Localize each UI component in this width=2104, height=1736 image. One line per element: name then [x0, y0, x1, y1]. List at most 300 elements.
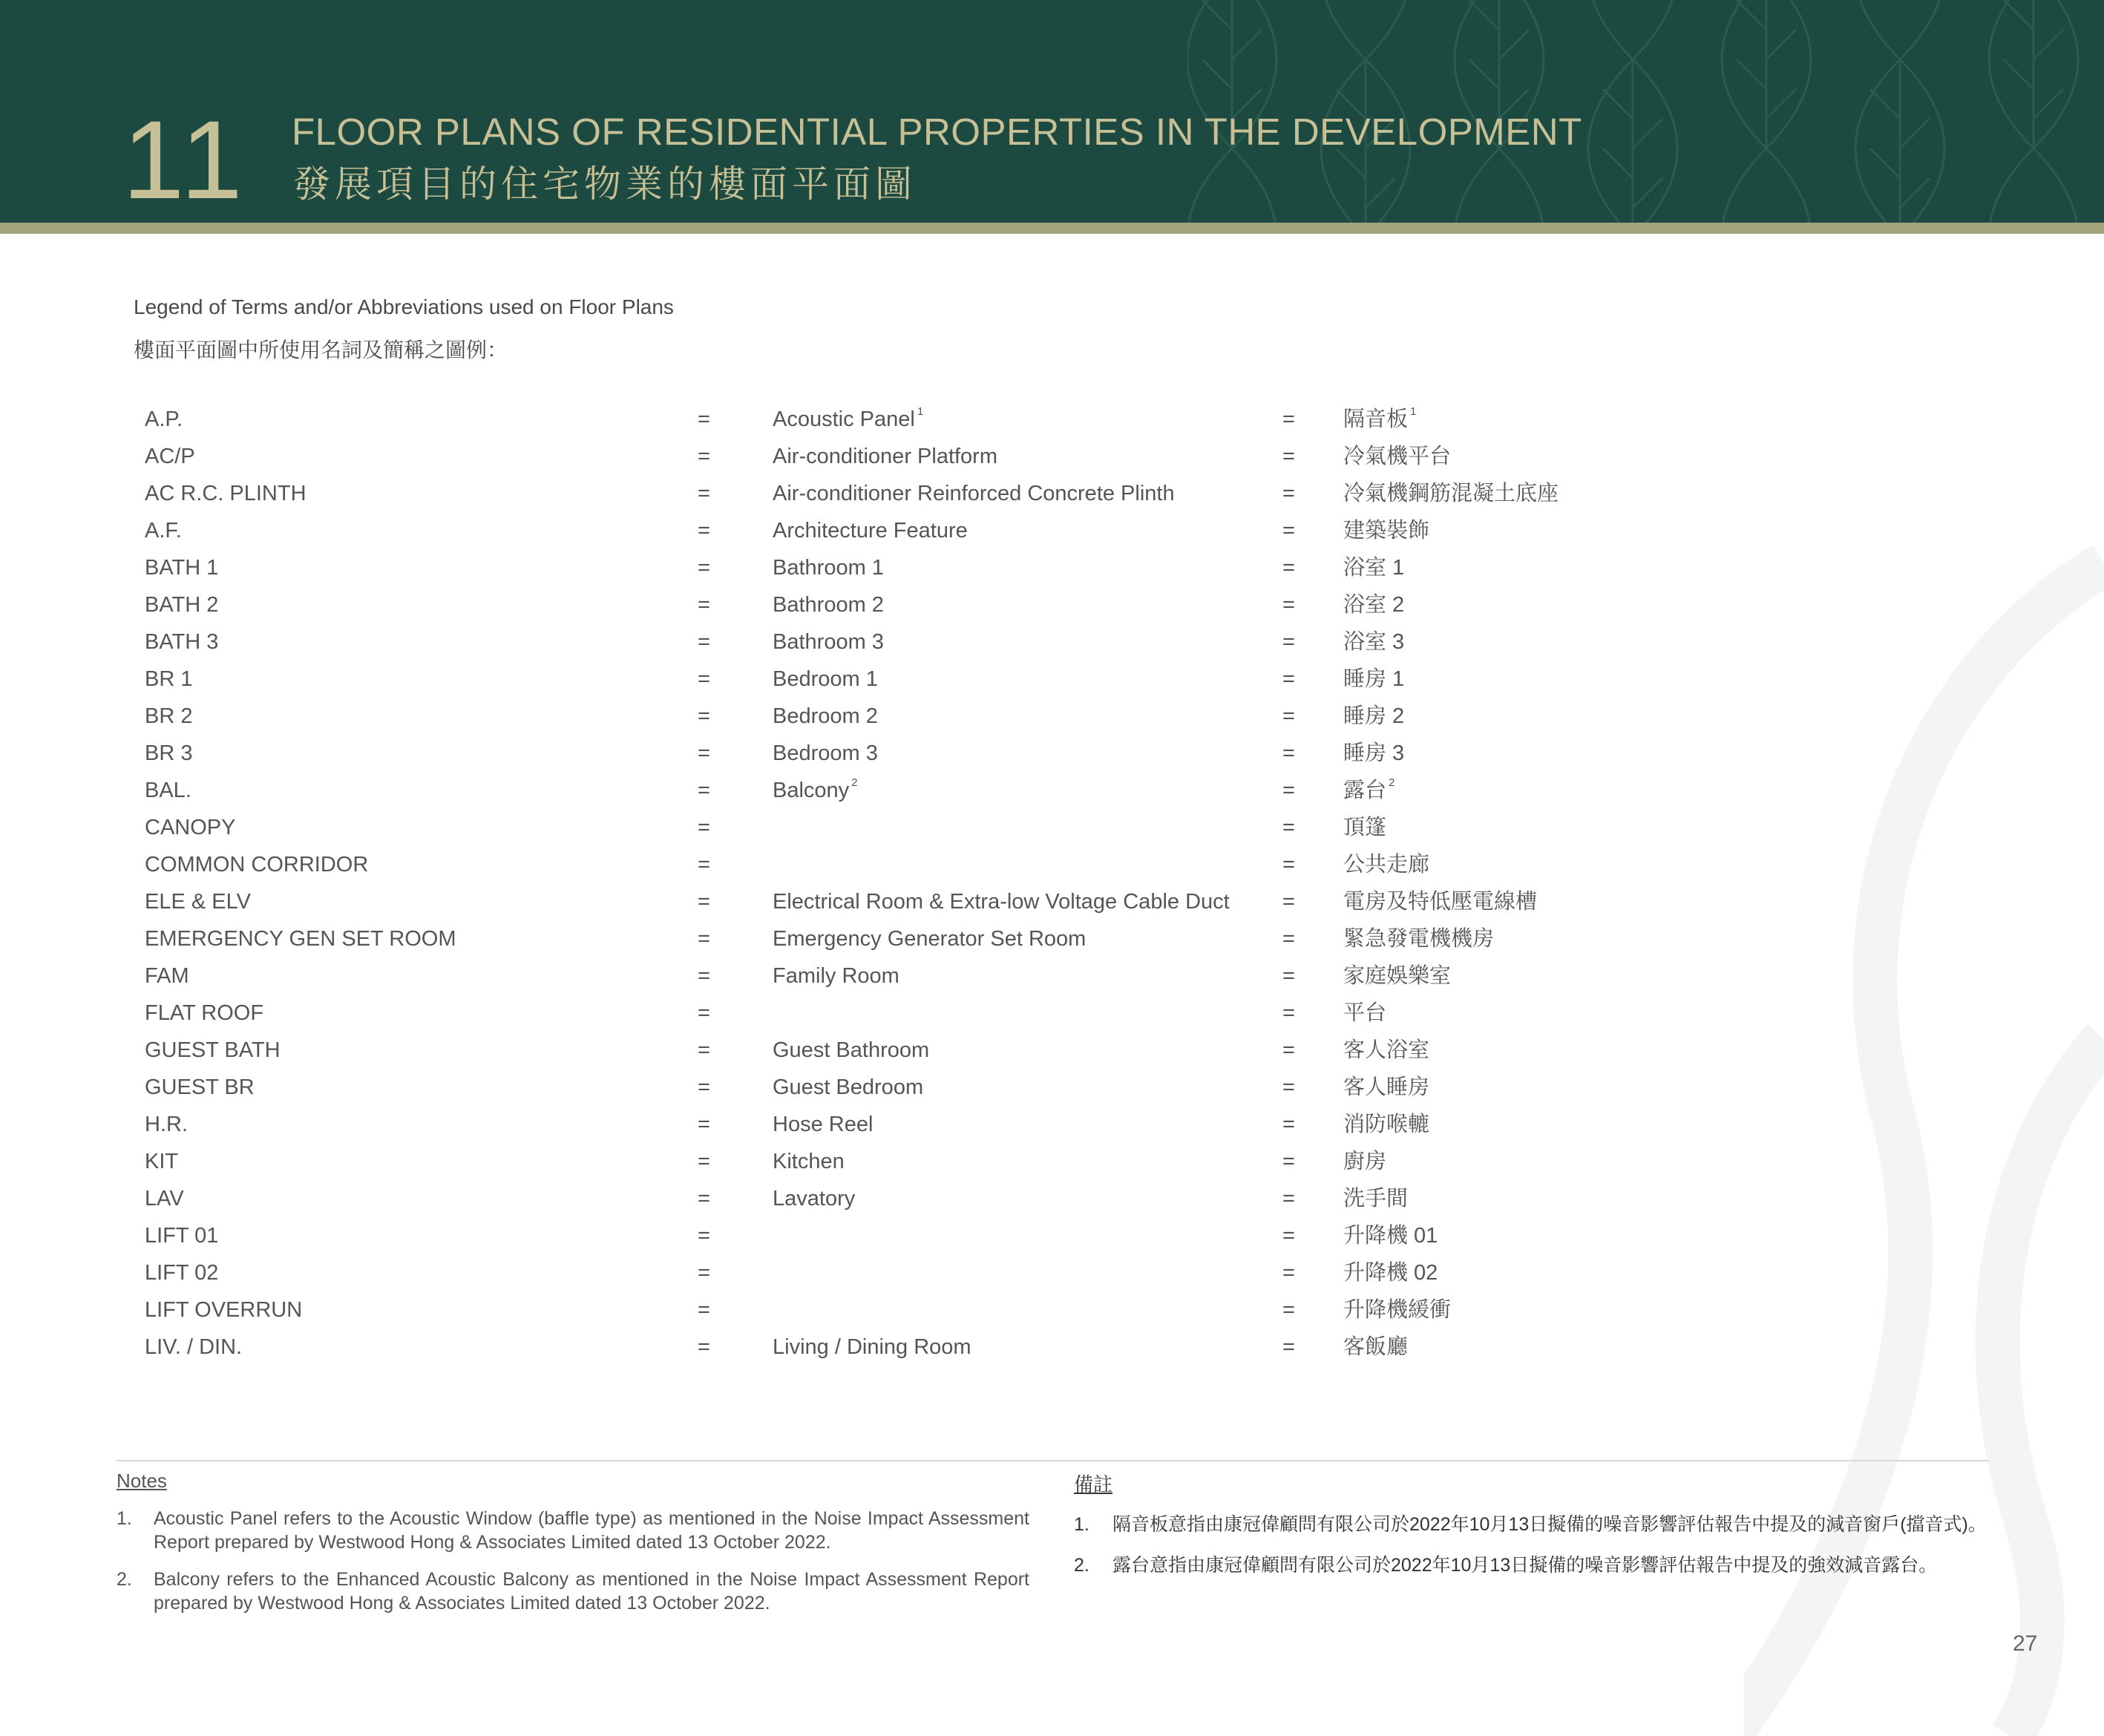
legend-term-zh-text: 客人浴室 [1343, 1038, 1430, 1062]
legend-term-zh [1343, 1254, 1438, 1291]
legend-abbreviation-text: BATH 3 [145, 630, 219, 654]
equals-sign-text: = [698, 779, 710, 802]
legend-term-en-text: Living / Dining Room [773, 1335, 971, 1359]
note-en-2 [117, 1568, 1029, 1615]
legend-term-zh-text: 緊急發電機機房 [1343, 927, 1495, 951]
legend-abbreviation [145, 661, 192, 698]
legend-abbreviation [145, 698, 192, 735]
legend-term-en [773, 623, 884, 661]
legend-term-en [773, 957, 899, 995]
legend-term-en-text: Guest Bathroom [773, 1038, 930, 1062]
legend-term-zh [1343, 735, 1404, 772]
equals-sign [698, 1329, 710, 1366]
legend-term-en-text: Bathroom 3 [773, 630, 884, 654]
equals-sign [698, 772, 710, 809]
equals-sign [698, 438, 710, 475]
legend-term-zh-text: 睡房 1 [1343, 667, 1405, 691]
legend-term-zh-text: 洗手間 [1343, 1187, 1409, 1211]
equals-sign-text: = [1282, 927, 1295, 951]
legend-term-zh [1343, 1032, 1429, 1069]
legend-row [0, 1254, 2104, 1291]
equals-sign [1282, 920, 1295, 957]
legend-row [0, 1069, 2104, 1106]
legend-row [0, 1106, 2104, 1143]
legend-term-zh-text: 建築裝飾 [1343, 519, 1430, 543]
equals-sign [1282, 735, 1295, 772]
legend-abbreviation-text: ELE & ELV [145, 890, 251, 914]
equals-sign-text: = [1282, 630, 1295, 654]
legend-term-en-text: Electrical Room & Extra-low Voltage Cable Duct [773, 890, 1230, 914]
legend-term-en [773, 1180, 855, 1217]
legend-term-en-text: Family Room [773, 964, 899, 988]
equals-sign [698, 661, 710, 698]
legend-term-zh-text: 升降機 02 [1343, 1261, 1438, 1285]
equals-sign-text: = [1282, 593, 1295, 617]
footnote-marker: 1 [917, 405, 924, 418]
legend-term-zh-text: 冷氣機鋼筋混凝土底座 [1343, 482, 1559, 505]
footnote-marker: 2 [851, 776, 858, 789]
equals-sign [1282, 809, 1295, 846]
equals-sign-text: = [1282, 1261, 1295, 1285]
equals-sign-text: = [698, 1150, 710, 1173]
equals-sign-text: = [698, 704, 710, 728]
legend-term-en-text: Kitchen [773, 1150, 845, 1173]
equals-sign-text: = [698, 407, 710, 431]
equals-sign [1282, 698, 1295, 735]
legend-row [0, 661, 2104, 698]
legend-abbreviation-text: AC R.C. PLINTH [145, 482, 307, 505]
legend-abbreviation-text: CANOPY [145, 816, 236, 839]
equals-sign-text: = [1282, 1001, 1295, 1025]
legend-abbreviation [145, 1329, 242, 1366]
legend-term-en-text: Bedroom 3 [773, 741, 878, 765]
legend-title-en: Legend of Terms and/or Abbreviations used on Floor Plans [134, 295, 674, 318]
legend-term-zh-text: 客飯廳 [1343, 1335, 1409, 1359]
equals-sign [698, 995, 710, 1032]
legend-term-zh-text: 客人睡房 [1343, 1075, 1430, 1099]
legend-abbreviation [145, 623, 218, 661]
legend-term-en [773, 661, 878, 698]
legend-term-zh [1343, 401, 1416, 438]
notes-heading-en: Notes [117, 1470, 167, 1492]
legend-abbreviation [145, 1032, 281, 1069]
equals-sign [698, 1032, 710, 1069]
legend-term-zh [1343, 846, 1429, 883]
equals-sign-text: = [1282, 519, 1295, 543]
equals-sign [698, 920, 710, 957]
equals-sign-text: = [698, 1224, 710, 1248]
equals-sign [698, 1143, 710, 1180]
legend-abbreviation [145, 809, 235, 846]
legend-term-en-text: Bedroom 2 [773, 704, 878, 728]
equals-sign [698, 475, 710, 512]
legend-term-en [773, 512, 968, 549]
legend-row [0, 623, 2104, 661]
legend-row [0, 1032, 2104, 1069]
equals-sign [1282, 846, 1295, 883]
legend-term-zh [1343, 623, 1404, 661]
legend-term-en [773, 1106, 873, 1143]
equals-sign [1282, 1217, 1295, 1254]
equals-sign-text: = [1282, 964, 1295, 988]
equals-sign-text: = [698, 1075, 710, 1099]
legend-term-zh [1343, 1217, 1438, 1254]
legend-abbreviation-text: COMMON CORRIDOR [145, 853, 369, 877]
equals-sign [698, 1106, 710, 1143]
equals-sign-text: = [1282, 667, 1295, 691]
legend-abbreviation [145, 401, 183, 438]
equals-sign [1282, 883, 1295, 920]
equals-sign [698, 401, 710, 438]
equals-sign [1282, 623, 1295, 661]
legend-abbreviation [145, 1106, 188, 1143]
equals-sign-text: = [698, 482, 710, 505]
legend-abbreviation [145, 995, 263, 1032]
equals-sign-text: = [698, 1298, 710, 1322]
legend-row [0, 772, 2104, 809]
equals-sign-text: = [698, 1113, 710, 1136]
legend-term-zh [1343, 698, 1404, 735]
legend-row [0, 586, 2104, 623]
equals-sign [698, 549, 710, 586]
equals-sign-text: = [698, 1001, 710, 1025]
legend-row [0, 846, 2104, 883]
legend-term-zh [1343, 661, 1404, 698]
legend-abbreviation-text: EMERGENCY GEN SET ROOM [145, 927, 456, 951]
equals-sign [1282, 957, 1295, 995]
legend-row [0, 1291, 2104, 1329]
legend-term-en-text: Acoustic Panel [773, 407, 915, 431]
legend-term-zh-text: 浴室 2 [1343, 593, 1405, 617]
legend-term-zh-text: 家庭娛樂室 [1343, 964, 1452, 988]
legend-term-en [773, 1032, 929, 1069]
legend-term-en [773, 920, 1086, 957]
legend-abbreviation [145, 549, 218, 586]
equals-sign-text: = [1282, 1224, 1295, 1248]
equals-sign-text: = [1282, 816, 1295, 839]
legend-term-zh-text: 浴室 1 [1343, 556, 1405, 580]
legend-row [0, 735, 2104, 772]
legend-term-zh [1343, 1180, 1408, 1217]
legend-row [0, 401, 2104, 438]
equals-sign [1282, 475, 1295, 512]
equals-sign [698, 809, 710, 846]
legend-term-zh [1343, 772, 1395, 809]
note-text: 露台意指由康冠偉顧問有限公司於2022年10月13日擬備的噪音影響評估報告中提及的強效減音露台。 [1112, 1555, 1938, 1576]
equals-sign [1282, 1032, 1295, 1069]
legend-abbreviation-text: LAV [145, 1187, 184, 1211]
legend-abbreviation [145, 586, 218, 623]
legend-term-zh [1343, 438, 1451, 475]
equals-sign-text: = [698, 1187, 710, 1211]
legend-abbreviation [145, 1291, 302, 1329]
legend-term-zh [1343, 920, 1494, 957]
equals-sign-text: = [698, 1335, 710, 1359]
legend-row [0, 809, 2104, 846]
legend-abbreviation [145, 883, 251, 920]
legend-term-zh [1343, 512, 1429, 549]
equals-sign-text: = [698, 593, 710, 617]
equals-sign-text: = [698, 667, 710, 691]
legend-term-zh [1343, 957, 1451, 995]
legend-term-en-text: Bedroom 1 [773, 667, 878, 691]
legend-term-en [773, 698, 878, 735]
note-zh-1 [1074, 1513, 2039, 1536]
equals-sign [698, 623, 710, 661]
equals-sign [1282, 772, 1295, 809]
equals-sign [698, 512, 710, 549]
legend-row [0, 1217, 2104, 1254]
page-header [0, 0, 2104, 223]
legend-abbreviation-text: FAM [145, 964, 189, 988]
legend-term-zh-text: 平台 [1343, 1001, 1387, 1025]
page-title-en: FLOOR PLANS OF RESIDENTIAL PROPERTIES IN THE DEVELOPMENT [292, 111, 1582, 153]
equals-sign [1282, 1143, 1295, 1180]
equals-sign [698, 586, 710, 623]
legend-term-en [773, 883, 1230, 920]
legend-row [0, 698, 2104, 735]
equals-sign [698, 957, 710, 995]
legend-term-zh [1343, 1329, 1408, 1366]
legend-abbreviation [145, 735, 192, 772]
legend-term-zh [1343, 475, 1559, 512]
legend-abbreviation [145, 920, 456, 957]
legend-term-en-text: Bathroom 1 [773, 556, 884, 580]
footnote-marker: 2 [1389, 776, 1395, 789]
legend-row [0, 883, 2104, 920]
equals-sign-text: = [698, 1261, 710, 1285]
legend-term-en-text: Lavatory [773, 1187, 856, 1211]
legend-term-zh-text: 浴室 3 [1343, 630, 1405, 654]
legend-row [0, 475, 2104, 512]
equals-sign-text: = [698, 927, 710, 951]
legend-abbreviation [145, 1217, 218, 1254]
equals-sign [1282, 1329, 1295, 1366]
equals-sign [698, 735, 710, 772]
equals-sign-text: = [1282, 890, 1295, 914]
legend-abbreviation-text: A.P. [145, 407, 183, 431]
legend-abbreviation [145, 1143, 178, 1180]
legend-row [0, 920, 2104, 957]
note-en-1 [117, 1507, 1029, 1554]
legend-term-en [773, 475, 1175, 512]
legend-abbreviation [145, 1254, 218, 1291]
notes-heading-zh: 備註 [1074, 1473, 1113, 1496]
legend-abbreviation-text: LIV. / DIN. [145, 1335, 243, 1359]
legend-row [0, 1143, 2104, 1180]
legend-term-en-text: Hose Reel [773, 1113, 874, 1136]
equals-sign-text: = [698, 519, 710, 543]
legend-term-zh-text: 升降機 01 [1343, 1224, 1438, 1248]
section-number: 11 [122, 97, 247, 222]
note-zh-2 [1074, 1553, 2039, 1577]
legend-abbreviation-text: BAL. [145, 779, 191, 802]
equals-sign-text: = [698, 853, 710, 877]
equals-sign-text: = [698, 556, 710, 580]
page-number: 27 [2013, 1631, 2038, 1656]
legend-row [0, 549, 2104, 586]
legend-term-zh [1343, 549, 1404, 586]
equals-sign [1282, 586, 1295, 623]
equals-sign [698, 698, 710, 735]
note-text: Acoustic Panel refers to the Acoustic Window (baffle type) as mentioned in the Noise Impact Assessment Report prepared by Westwood Hong & Associates Limited dated 13 October 2022. [154, 1508, 1029, 1553]
equals-sign-text: = [698, 630, 710, 654]
legend-abbreviation-text: LIFT 02 [145, 1261, 219, 1285]
equals-sign-text: = [1282, 741, 1295, 765]
legend-term-en-text: Emergency Generator Set Room [773, 927, 1087, 951]
legend-abbreviation [145, 1180, 184, 1217]
equals-sign-text: = [698, 964, 710, 988]
legend-term-en [773, 1329, 971, 1366]
notes-divider [117, 1460, 1989, 1461]
legend-term-en [773, 438, 997, 475]
legend-abbreviation-text: GUEST BR [145, 1075, 255, 1099]
legend-term-en-text: Air-conditioner Platform [773, 445, 997, 468]
legend-abbreviation [145, 1069, 255, 1106]
equals-sign [1282, 995, 1295, 1032]
legend-row [0, 995, 2104, 1032]
legend-term-en [773, 401, 923, 438]
legend-term-zh [1343, 586, 1404, 623]
legend-term-zh [1343, 1069, 1429, 1106]
legend-term-en-text: Guest Bedroom [773, 1075, 924, 1099]
equals-sign-text: = [1282, 1075, 1295, 1099]
legend-abbreviation [145, 957, 189, 995]
legend-term-zh-text: 睡房 2 [1343, 704, 1405, 728]
legend-term-zh-text: 隔音板 [1343, 407, 1409, 431]
legend-abbreviation-text: BATH 2 [145, 593, 219, 617]
legend-term-en [773, 586, 884, 623]
equals-sign-text: = [1282, 445, 1295, 468]
legend-term-zh-text: 廚房 [1343, 1150, 1387, 1173]
equals-sign [698, 1254, 710, 1291]
legend-term-en [773, 549, 884, 586]
equals-sign [698, 846, 710, 883]
equals-sign-text: = [1282, 482, 1295, 505]
equals-sign [698, 883, 710, 920]
equals-sign-text: = [1282, 1038, 1295, 1062]
legend-term-en [773, 1143, 845, 1180]
equals-sign [1282, 438, 1295, 475]
legend-term-zh-text: 電房及特低壓電線槽 [1343, 890, 1538, 914]
equals-sign-text: = [698, 890, 710, 914]
legend-term-en-text: Balcony [773, 779, 850, 802]
equals-sign-text: = [698, 741, 710, 765]
equals-sign [1282, 661, 1295, 698]
legend-abbreviation-text: AC/P [145, 445, 195, 468]
note-number: 1. [117, 1508, 132, 1529]
legend-abbreviation-text: BR 3 [145, 741, 193, 765]
equals-sign [1282, 401, 1295, 438]
page-title-zh: 發展項目的住宅物業的樓面平面圖 [293, 163, 917, 205]
equals-sign [1282, 1254, 1295, 1291]
legend-abbreviation [145, 772, 191, 809]
legend-abbreviation [145, 475, 307, 512]
legend-row [0, 1329, 2104, 1366]
legend-row [0, 1180, 2104, 1217]
equals-sign-text: = [1282, 556, 1295, 580]
equals-sign [698, 1217, 710, 1254]
equals-sign [1282, 1106, 1295, 1143]
note-text: Balcony refers to the Enhanced Acoustic Balcony as mentioned in the Noise Impact Assessment Report prepared by Westwood Hong & Associates Limited dated 13 October 2022. [154, 1569, 1029, 1614]
legend-row [0, 957, 2104, 995]
legend-abbreviation-text: LIFT OVERRUN [145, 1298, 303, 1322]
legend-abbreviation-text: BR 2 [145, 704, 193, 728]
equals-sign-text: = [1282, 779, 1295, 802]
legend-abbreviation-text: BR 1 [145, 667, 193, 691]
legend-term-en-text: Air-conditioner Reinforced Concrete Plinth [773, 482, 1175, 505]
legend-abbreviation-text: A.F. [145, 519, 182, 543]
legend-term-en [773, 772, 858, 809]
legend-abbreviation-text: BATH 1 [145, 556, 219, 580]
equals-sign [1282, 1069, 1295, 1106]
legend-term-zh-text: 頂篷 [1343, 816, 1387, 839]
equals-sign-text: = [1282, 853, 1295, 877]
legend-term-zh [1343, 1143, 1386, 1180]
legend-abbreviation-text: FLAT ROOF [145, 1001, 264, 1025]
legend-abbreviation-text: LIFT 01 [145, 1224, 219, 1248]
equals-sign [1282, 1291, 1295, 1329]
equals-sign [698, 1180, 710, 1217]
equals-sign [1282, 549, 1295, 586]
equals-sign-text: = [1282, 704, 1295, 728]
legend-term-en-text: Bathroom 2 [773, 593, 884, 617]
legend-term-zh [1343, 1106, 1429, 1143]
note-text: 隔音板意指由康冠偉顧問有限公司於2022年10月13日擬備的噪音影響評估報告中提及的減音窗戶(擋音式)。 [1112, 1514, 1987, 1535]
equals-sign [1282, 1180, 1295, 1217]
legend-row [0, 512, 2104, 549]
equals-sign-text: = [1282, 1187, 1295, 1211]
legend-term-en-text: Architecture Feature [773, 519, 968, 543]
legend-abbreviation [145, 846, 368, 883]
legend-abbreviation [145, 438, 195, 475]
legend-abbreviation-text: H.R. [145, 1113, 188, 1136]
equals-sign-text: = [698, 445, 710, 468]
equals-sign [1282, 512, 1295, 549]
note-number: 2. [117, 1569, 132, 1590]
note-number: 1. [1074, 1514, 1089, 1535]
note-number: 2. [1074, 1555, 1089, 1576]
legend-term-zh-text: 露台 [1343, 779, 1387, 802]
legend-term-zh-text: 升降機緩衝 [1343, 1298, 1452, 1322]
header-divider [0, 223, 2104, 234]
legend-term-en [773, 735, 878, 772]
legend-term-zh [1343, 995, 1386, 1032]
legend-term-en [773, 1069, 923, 1106]
legend-abbreviation-text: GUEST BATH [145, 1038, 281, 1062]
equals-sign-text: = [698, 816, 710, 839]
equals-sign-text: = [1282, 1150, 1295, 1173]
legend-abbreviation-text: KIT [145, 1150, 179, 1173]
legend-term-zh-text: 公共走廊 [1343, 853, 1430, 877]
footnote-marker: 1 [1410, 405, 1417, 418]
equals-sign-text: = [1282, 1113, 1295, 1136]
legend-term-zh [1343, 809, 1386, 846]
legend-row [0, 438, 2104, 475]
equals-sign [698, 1069, 710, 1106]
equals-sign-text: = [698, 1038, 710, 1062]
legend-abbreviation [145, 512, 182, 549]
legend-title-zh: 樓面平面圖中所使用名詞及簡稱之圖例： [134, 338, 508, 361]
legend-term-zh [1343, 1291, 1451, 1329]
equals-sign-text: = [1282, 407, 1295, 431]
legend-term-zh [1343, 883, 1537, 920]
legend-term-zh-text: 消防喉轆 [1343, 1113, 1430, 1136]
equals-sign-text: = [1282, 1335, 1295, 1359]
equals-sign [698, 1291, 710, 1329]
legend-term-zh-text: 睡房 3 [1343, 741, 1405, 765]
legend-term-zh-text: 冷氣機平台 [1343, 445, 1452, 468]
